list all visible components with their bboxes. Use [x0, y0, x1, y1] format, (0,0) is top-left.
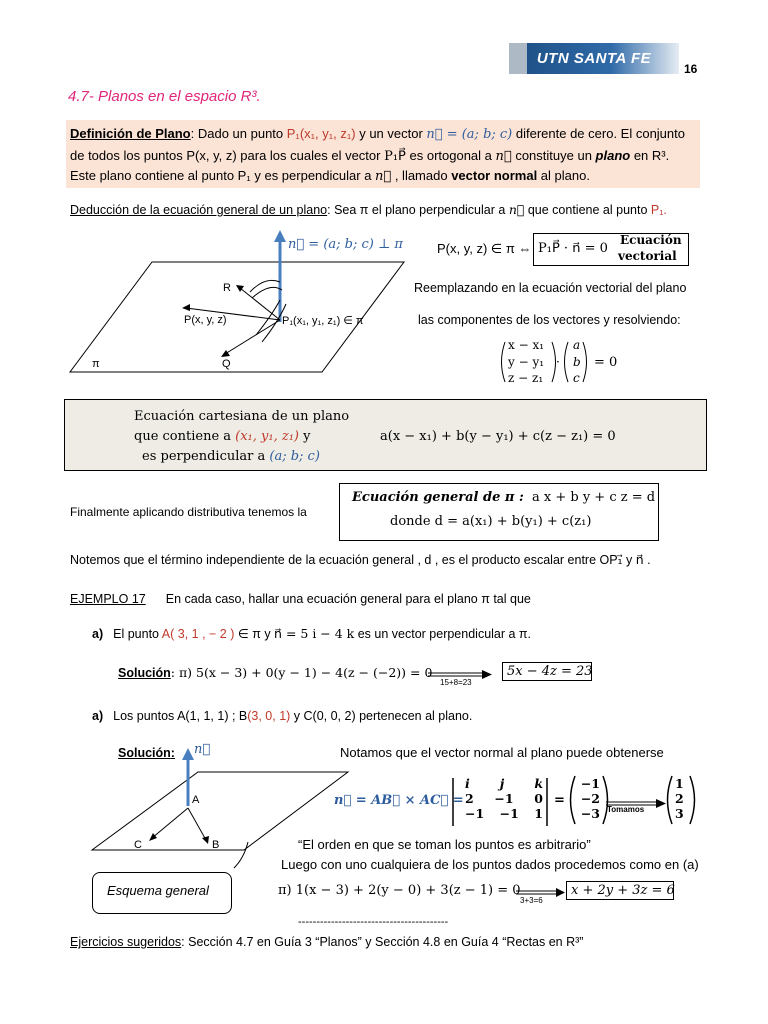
det-cell: −1	[465, 806, 485, 821]
text: Los puntos A(1, 1, 1) ; B	[113, 709, 248, 723]
vector-q-head	[221, 350, 230, 357]
text: que contiene a	[134, 429, 236, 444]
vector-n: n⃗	[495, 149, 512, 164]
esquema-text: Esquema general	[107, 883, 209, 898]
label-r: R	[223, 282, 231, 294]
ejercicios-label: Ejercicios sugeridos	[70, 935, 182, 949]
label-pi: π	[92, 358, 100, 370]
ejercicios-text: : Sección 4.7 en Guía 3 “Planos” y Sección 4.8 en Guía 4 “Rectas en R³”	[181, 935, 584, 949]
logo-text: UTN SANTA FE	[536, 50, 652, 67]
det-equals: =	[554, 793, 565, 808]
vector-q	[225, 320, 280, 354]
text: es ortogonal a	[405, 148, 496, 163]
vector-p1p: P₁P⃗	[384, 149, 406, 164]
text: y	[299, 429, 311, 444]
point-p1: (x₁, y₁, z₁)	[235, 429, 299, 444]
res-cell: 1	[675, 776, 684, 791]
det-cell: 2	[465, 791, 474, 806]
angle-arc-2	[252, 287, 282, 298]
text: y un vector	[355, 126, 427, 141]
label-n2: n⃗	[194, 742, 211, 757]
coef-c: c	[573, 371, 580, 385]
vector-p-head	[182, 304, 190, 311]
ejemplo-text: En cada caso, hallar una ecuación general para el plano π tal que	[165, 592, 531, 606]
text: : Dado un punto	[190, 126, 287, 141]
label-a: A	[192, 794, 200, 806]
luego-text: Luego con uno cualquiera de los puntos dados procedemos como en (a)	[281, 857, 699, 872]
parte-a2-line	[92, 709, 472, 723]
deduccion-label: Deducción de la ecuación general de un plano	[70, 203, 328, 217]
definition-label: Definición de Plano	[70, 126, 191, 141]
vectorial-label-1: Ecuación	[620, 233, 682, 247]
det-cell: j	[499, 776, 505, 791]
normal-vector: n⃗ = 5 i − 4 k	[274, 626, 355, 641]
text: , llamado	[391, 168, 452, 183]
sol2-result: x + 2y + 3z = 6	[571, 883, 675, 898]
normal-label	[288, 237, 403, 252]
cartesiana-line-3	[142, 449, 320, 464]
point-p1: P₁.	[650, 203, 667, 217]
parte-a1-line	[92, 626, 531, 641]
sol-eq: : π) 5(x − 3) + 0(y − 1) − 4(z − (−2)) = 0	[170, 665, 433, 680]
matrix-row-3: z − z₁	[508, 371, 544, 385]
text: que contiene al punto	[524, 203, 651, 217]
label-p1-text: P₁(x₁, y₁, z₁) ∈ π	[282, 315, 364, 327]
normal-label-text: n⃗ = (a; b; c) ⊥ π	[288, 237, 403, 252]
orden-text: “El orden en que se toman los puntos es arbitrario”	[298, 837, 591, 852]
text: es perpendicular a	[142, 449, 270, 464]
text: ∈ π y	[234, 627, 275, 641]
general-eq: a x + b y + c z = d	[532, 490, 656, 505]
divider: -----------------------------------------	[298, 916, 449, 928]
general-donde: donde d = a(x₁) + b(y₁) + c(z₁)	[390, 514, 592, 529]
cartesiana-line-2	[134, 429, 310, 444]
res-cell: −1	[580, 776, 600, 791]
sol-label-text: Solución	[118, 746, 171, 760]
result-vector	[580, 776, 600, 821]
label-b: B	[212, 839, 220, 851]
normal-arrow-head	[274, 230, 286, 242]
plano-word: plano	[595, 148, 631, 163]
vector-n: n⃗	[375, 169, 392, 184]
label-p1	[282, 314, 364, 327]
text: y C(0, 0, 2) pertenecen al plano.	[290, 709, 473, 723]
cartesiana-line-1: Ecuación cartesiana de un plano	[134, 409, 350, 424]
vectorial-eq: P₁P⃗ · n⃗ = 0	[538, 241, 608, 256]
vector-n: n⃗	[508, 202, 525, 217]
sol1-result: 5x − 4z = 23	[507, 664, 593, 679]
text: : Sea π el plano perpendicular a	[327, 203, 509, 217]
text: diferente de cero. El conjunto	[512, 126, 685, 141]
label-p: P(x, y, z)	[184, 314, 227, 326]
text: constituye un	[511, 148, 596, 163]
res-cell: 3	[675, 806, 684, 821]
vectorial-condition: P(x, y, z) ∈ π ⇔	[437, 241, 532, 256]
det-cell: 1	[534, 806, 543, 821]
ejemplo-label: EJEMPLO 17	[70, 592, 146, 606]
det-cell: −1	[499, 806, 519, 821]
vector-r-head	[236, 285, 244, 292]
vectorial-label-2: vectorial	[618, 249, 677, 263]
tomamos-label: Tomamos	[607, 805, 645, 814]
result-vector-2	[675, 776, 684, 821]
res-cell: −2	[580, 791, 600, 806]
text: al plano.	[537, 168, 590, 183]
notemos-text: Notemos que el término independiente de la ecuación general , d , es el producto escalar entre OP₁⃗ y n⃗ .	[70, 553, 651, 567]
text: de todos los puntos P(x, y, z) para los cuales el vector	[70, 148, 385, 163]
point-b: (3, 0, 1)	[247, 709, 291, 723]
coef-a: a	[573, 338, 581, 352]
label-q: Q	[222, 358, 231, 370]
point-a: A( 3, 1 , − 2 )	[161, 627, 235, 641]
marker: a)	[92, 709, 104, 723]
det-cell: −1	[494, 791, 514, 806]
det-cell: 0	[534, 791, 543, 806]
sol-label: Solución	[118, 666, 171, 680]
angle-arc-1	[250, 280, 280, 292]
dot-operator: ·	[556, 355, 560, 369]
coef-b: b	[573, 355, 581, 369]
det-cell: k	[534, 776, 543, 791]
ejercicios-line	[70, 935, 583, 949]
sol2-eq: π) 1(x − 3) + 2(y − 0) + 3(z − 1) = 0	[278, 883, 521, 898]
text: en R³.	[630, 148, 670, 163]
sol1-small: 15+8=23	[440, 678, 472, 687]
cartesiana-eq: a(x − x₁) + b(y − y₁) + c(z − z₁) = 0	[380, 429, 616, 444]
normal-vector: n⃗ = (a; b; c)	[426, 127, 513, 142]
point-p1: P₁(x₁, y₁, z₁)	[286, 126, 356, 141]
reemplazando-line-2: las componentes de los vectores y resolviendo:	[418, 313, 681, 327]
finalmente-text: Finalmente aplicando distributiva tenemos la	[70, 505, 307, 519]
cross-product: n⃗ = AB⃗ × AC⃗ =	[334, 793, 464, 808]
page-number: 16	[684, 62, 698, 76]
sol2-label: Solución:	[118, 746, 175, 760]
vector-normal-word: vector normal	[451, 168, 538, 183]
matrix-row-2: y − y₁	[508, 355, 545, 369]
notamos-text: Notamos que el vector normal al plano puede obtenerse	[340, 745, 664, 760]
res-cell: −3	[580, 806, 600, 821]
reemplazando-line-1: Reemplazando en la ecuación vectorial del plano	[414, 281, 687, 295]
determinant	[465, 776, 543, 821]
matrix-row-1: x − x₁	[508, 338, 545, 352]
ejemplo-line	[70, 592, 531, 606]
label-c: C	[134, 839, 142, 851]
marker: a)	[92, 627, 104, 641]
text: El punto	[113, 627, 162, 641]
sol1-line	[118, 665, 432, 680]
sol2-small: 3+3=6	[520, 896, 543, 905]
section-title: 4.7- Planos en el espacio R³.	[68, 88, 261, 105]
det-cell: i	[465, 776, 470, 791]
equals-zero: = 0	[594, 355, 618, 370]
normal2-arrow-head	[182, 748, 194, 760]
text: es un vector perpendicular a π.	[354, 627, 532, 641]
res-cell: 2	[675, 791, 684, 806]
text: Este plano contiene al punto P₁ y es perpendicular a	[70, 168, 376, 183]
general-label: Ecuación general de π :	[352, 490, 524, 505]
normal-vector: (a; b; c)	[269, 449, 320, 464]
